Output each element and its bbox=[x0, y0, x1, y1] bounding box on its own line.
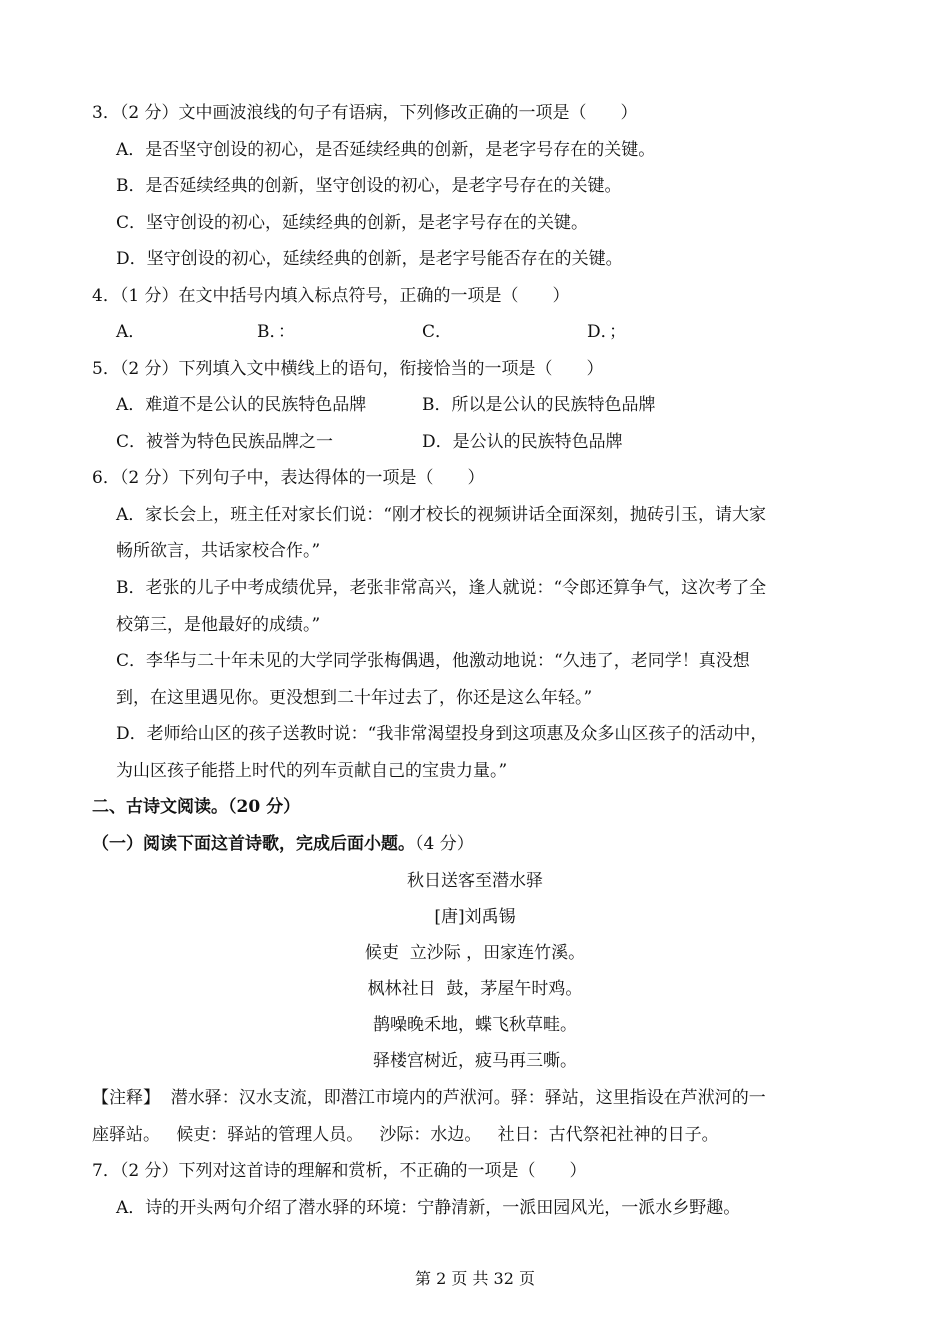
poem-line-3: 鹊噪晚禾地，蝶飞秋草畦。 bbox=[373, 1015, 577, 1035]
q5-option-b: B．所以是公认的民族特色品牌 bbox=[422, 395, 656, 415]
q6-option-a-line1: A．家长会上，班主任对家长们说：“刚才校长的视频讲话全面深刻，抛砖引玉，请大家 bbox=[116, 505, 766, 525]
q7-option-a: A．诗的开头两句介绍了潜水驿的环境：宁静清新，一派田园风光，一派水乡野趣。 bbox=[116, 1198, 741, 1218]
q6-option-b-line1: B．老张的儿子中考成绩优异，老张非常高兴，逢人就说：“令郎还算争气，这次考了全 bbox=[116, 578, 767, 598]
q6-option-d-line2: 为山区孩子能搭上时代的列车贡献自己的宝贵力量。” bbox=[116, 761, 508, 781]
q6-stem: 6．（2 分）下列句子中，表达得体的一项是（ ） bbox=[92, 468, 485, 488]
subsection-heading bbox=[92, 832, 474, 856]
q4-option-c: C． bbox=[422, 322, 453, 342]
q4-option-b: B．： bbox=[257, 322, 295, 342]
q3-option-d: D．坚守创设的初心，延续经典的创新，是老字号能否存在的关键。 bbox=[116, 249, 623, 269]
q4-option-a: A． bbox=[116, 322, 146, 342]
q3-option-b: B．是否延续经典的创新，坚守创设的初心，是老字号存在的关键。 bbox=[116, 176, 622, 196]
q6-option-b-line2: 校第三，是他最好的成绩。” bbox=[116, 615, 321, 635]
poem-line-2: 枫林社日 鼓，茅屋午时鸡。 bbox=[367, 979, 583, 999]
q6-option-c-line1: C．李华与二十年未见的大学同学张梅偶遇，他激动地说：“久违了，老同学！真没想 bbox=[116, 651, 750, 671]
subsection-title: （一）阅读下面这首诗歌，完成后面小题。 bbox=[92, 834, 415, 854]
subsection-score: （4 分） bbox=[415, 834, 474, 854]
poem-notes-line1: 【注释】 潜水驿：汉水支流，即潜江市境内的芦洑河。驿：驿站，这里指设在芦洑河的一 bbox=[92, 1088, 766, 1108]
poem-notes-line2: 座驿站。 候吏：驿站的管理人员。 沙际：水边。 社日：古代祭祀社神的日子。 bbox=[92, 1125, 719, 1145]
q5-option-d: D．是公认的民族特色品牌 bbox=[422, 432, 623, 452]
q4-option-d: D．； bbox=[587, 322, 627, 342]
q5-option-a: A．难道不是公认的民族特色品牌 bbox=[116, 395, 367, 415]
poem-line-4: 驿楼宫树近，疲马再三嘶。 bbox=[373, 1051, 577, 1071]
q4-stem: 4．（1 分）在文中括号内填入标点符号，正确的一项是（ ） bbox=[92, 286, 570, 306]
q5-stem: 5．（2 分）下列填入文中横线上的语句，衔接恰当的一项是（ ） bbox=[92, 359, 604, 379]
q3-option-a: A．是否坚守创设的初心，是否延续经典的创新，是老字号存在的关键。 bbox=[116, 140, 656, 160]
q6-option-c-line2: 到，在这里遇见你。更没想到二十年过去了，你还是这么年轻。” bbox=[116, 688, 593, 708]
q5-option-c: C．被誉为特色民族品牌之一 bbox=[116, 432, 334, 452]
q3-stem: 3．（2 分）文中画波浪线的句子有语病，下列修改正确的一项是（ ） bbox=[92, 103, 638, 123]
q6-option-a-line2: 畅所欲言，共话家校合作。” bbox=[116, 541, 321, 561]
page-footer: 第 2 页 共 32 页 bbox=[415, 1269, 535, 1288]
poem-line-1: 候吏 立沙际 ，田家连竹溪。 bbox=[364, 943, 586, 963]
q6-option-d-line1: D．老师给山区的孩子送教时说：“我非常渴望投身到这项惠及众多山区孩子的活动中， bbox=[116, 724, 768, 744]
poem-author: [唐]刘禹锡 bbox=[434, 907, 516, 927]
q3-option-c: C．坚守创设的初心，延续经典的创新，是老字号存在的关键。 bbox=[116, 213, 589, 233]
q7-stem: 7．（2 分）下列对这首诗的理解和赏析，不正确的一项是（ ） bbox=[92, 1161, 587, 1181]
poem-title: 秋日送客至潜水驿 bbox=[407, 871, 543, 891]
section-heading: 二、古诗文阅读。（20 分） bbox=[92, 797, 301, 817]
